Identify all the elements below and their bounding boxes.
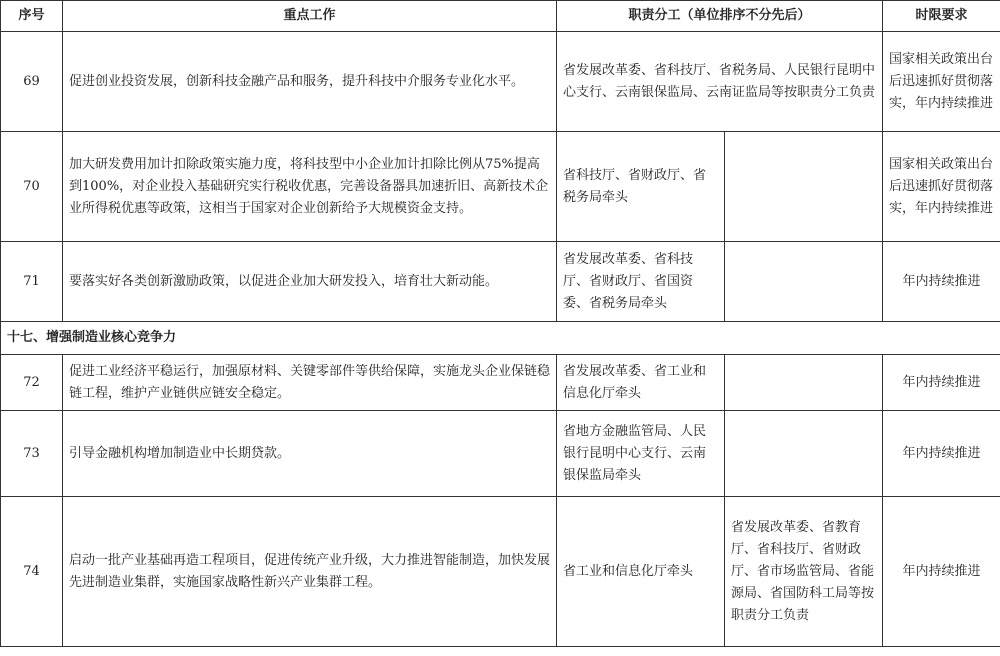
table-row <box>1 411 1000 497</box>
row-number: 72 <box>1 355 63 411</box>
table-row <box>1 32 1000 132</box>
row-responsibility-lead: 省地方金融监管局、人民银行昆明中心支行、云南银保监局牵头 <box>557 411 725 497</box>
header-responsibility: 职责分工（单位排序不分先后） <box>557 1 883 32</box>
row-deadline: 年内持续推进 <box>883 355 1000 411</box>
row-deadline: 国家相关政策出台后迅速抓好贯彻落实，年内持续推进 <box>883 132 1000 242</box>
row-responsibility-lead: 省发展改革委、省科技厅、省财政厅、省国资委、省税务局牵头 <box>557 242 725 322</box>
row-number: 74 <box>1 497 63 647</box>
row-deadline: 年内持续推进 <box>883 497 1000 647</box>
row-task: 引导金融机构增加制造业中长期贷款。 <box>63 411 557 497</box>
row-task: 加大研发费用加计扣除政策实施力度，将科技型中小企业加计扣除比例从75%提高到100%，对企业投入基础研究实行税收优惠，完善设备器具加速折旧、高新技术企业所得税优惠等政策，这相当于国家对企业创新给予大规模资金支持。 <box>63 132 557 242</box>
table-row <box>1 497 1000 647</box>
row-responsibility-other: 省发展改革委、省教育厅、省科技厅、省财政厅、省市场监管局、省能源局、省国防科工局等按职责分工负责 <box>725 497 883 647</box>
header-no: 序号 <box>1 1 63 32</box>
row-task: 促进工业经济平稳运行，加强原材料、关键零部件等供给保障，实施龙头企业保链稳链工程，维护产业链供应链安全稳定。 <box>63 355 557 411</box>
row-responsibility-other <box>725 132 883 242</box>
table-row <box>1 242 1000 322</box>
row-deadline: 国家相关政策出台后迅速抓好贯彻落实，年内持续推进 <box>883 32 1000 132</box>
row-responsibility-lead: 省工业和信息化厅牵头 <box>557 497 725 647</box>
row-number: 71 <box>1 242 63 322</box>
row-deadline: 年内持续推进 <box>883 411 1000 497</box>
header-deadline: 时限要求 <box>883 1 1000 32</box>
row-deadline: 年内持续推进 <box>883 242 1000 322</box>
row-number: 69 <box>1 32 63 132</box>
row-responsibility-lead: 省发展改革委、省工业和信息化厅牵头 <box>557 355 725 411</box>
header-task: 重点工作 <box>63 1 557 32</box>
section-row <box>1 322 1000 355</box>
row-number: 70 <box>1 132 63 242</box>
row-responsibility: 省发展改革委、省科技厅、省税务局、人民银行昆明中心支行、云南银保监局、云南证监局等按职责分工负责 <box>557 32 883 132</box>
row-task: 要落实好各类创新激励政策，以促进企业加大研发投入，培育壮大新动能。 <box>63 242 557 322</box>
row-task: 促进创业投资发展，创新科技金融产品和服务，提升科技中介服务专业化水平。 <box>63 32 557 132</box>
row-responsibility-other <box>725 242 883 322</box>
section-title: 十七、增强制造业核心竞争力 <box>1 322 1000 355</box>
row-responsibility-other <box>725 355 883 411</box>
table-header-row <box>1 1 1000 32</box>
table-row <box>1 355 1000 411</box>
row-number: 73 <box>1 411 63 497</box>
row-task: 启动一批产业基础再造工程项目，促进传统产业升级，大力推进智能制造，加快发展先进制造业集群，实施国家战略性新兴产业集群工程。 <box>63 497 557 647</box>
row-responsibility-lead: 省科技厅、省财政厅、省税务局牵头 <box>557 132 725 242</box>
table-row <box>1 132 1000 242</box>
row-responsibility-other <box>725 411 883 497</box>
